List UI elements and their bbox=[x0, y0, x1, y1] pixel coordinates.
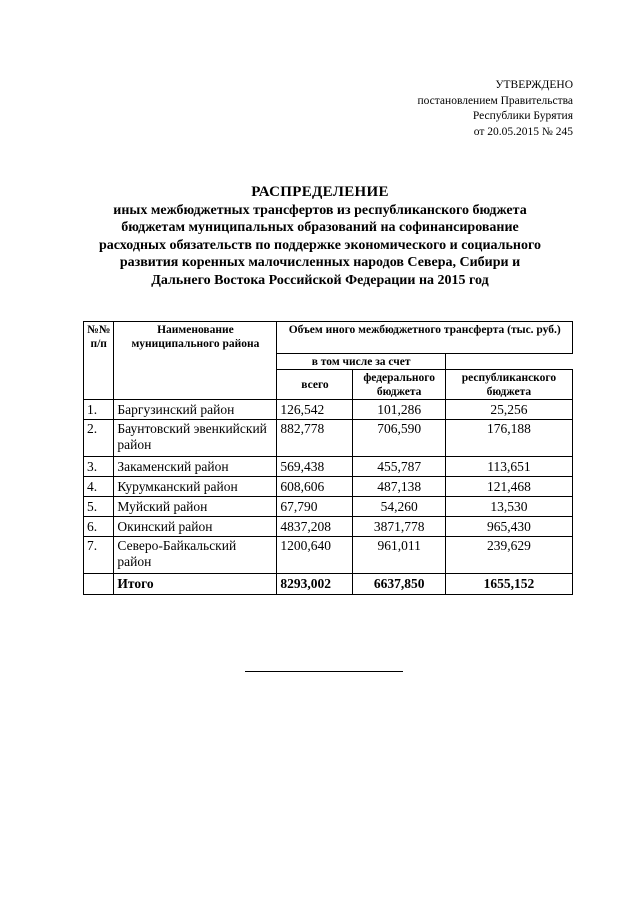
header-num: №№ п/п bbox=[84, 322, 114, 400]
row-num: 4. bbox=[84, 477, 114, 497]
header-volume: Объем иного межбюджетного трансферта (тыс. руб.) bbox=[277, 322, 573, 354]
row-total: 608,606 bbox=[277, 477, 353, 497]
total-republic: 1655,152 bbox=[445, 574, 572, 595]
row-district: Баргузинский район bbox=[114, 400, 277, 420]
row-republic: 121,468 bbox=[445, 477, 572, 497]
row-republic: 113,651 bbox=[445, 457, 572, 477]
table-row bbox=[84, 477, 573, 497]
row-federal: 961,011 bbox=[353, 537, 445, 574]
header-name: Наименование муниципального района bbox=[114, 322, 277, 400]
title-line-1: иных межбюджетных трансфертов из республиканского бюджета bbox=[113, 202, 527, 218]
row-district: Курумканский район bbox=[114, 477, 277, 497]
row-num: 1. bbox=[84, 400, 114, 420]
total-sum: 8293,002 bbox=[277, 574, 353, 595]
header-federal: федерального бюджета bbox=[353, 370, 445, 400]
row-num: 2. bbox=[84, 420, 114, 457]
row-num: 5. bbox=[84, 497, 114, 517]
row-republic: 13,530 bbox=[445, 497, 572, 517]
closing-divider bbox=[245, 671, 403, 672]
total-label: Итого bbox=[114, 574, 277, 595]
row-district: Окинский район bbox=[114, 517, 277, 537]
title-line-5: Дальнего Востока Российской Федерации на 2015 год bbox=[151, 272, 489, 288]
row-republic: 239,629 bbox=[445, 537, 572, 574]
header-including: в том числе за счет bbox=[277, 354, 445, 370]
document-title bbox=[40, 184, 600, 289]
total-federal: 6637,850 bbox=[353, 574, 445, 595]
approval-resolution: постановлением Правительства bbox=[417, 94, 573, 107]
row-total: 882,778 bbox=[277, 420, 353, 457]
table-row bbox=[84, 420, 573, 457]
row-federal: 54,260 bbox=[353, 497, 445, 517]
row-total: 569,438 bbox=[277, 457, 353, 477]
row-total: 1200,640 bbox=[277, 537, 353, 574]
approval-republic: Республики Бурятия bbox=[472, 110, 573, 122]
header-republic: республиканского бюджета bbox=[445, 370, 572, 400]
table-row bbox=[84, 497, 573, 517]
row-federal: 3871,778 bbox=[353, 517, 445, 537]
row-num: 7. bbox=[84, 537, 114, 574]
row-total: 67,790 bbox=[277, 497, 353, 517]
row-federal: 487,138 bbox=[353, 477, 445, 497]
distribution-table bbox=[83, 321, 573, 595]
approval-date-number: от 20.05.2015 № 245 bbox=[473, 125, 573, 138]
row-district: Закаменский район bbox=[114, 457, 277, 477]
table-row bbox=[84, 517, 573, 537]
total-num bbox=[84, 574, 114, 595]
approval-title: УТВЕРЖДЕНО bbox=[495, 79, 573, 91]
row-district: Северо-Байкальский район bbox=[114, 537, 277, 574]
row-district: Баунтовский эвенкийский район bbox=[114, 420, 277, 457]
row-federal: 101,286 bbox=[353, 400, 445, 420]
row-republic: 25,256 bbox=[445, 400, 572, 420]
row-num: 3. bbox=[84, 457, 114, 477]
title-main: РАСПРЕДЕЛЕНИЕ bbox=[251, 184, 389, 200]
row-num: 6. bbox=[84, 517, 114, 537]
title-line-3: расходных обязательств по поддержке экономического и социального bbox=[98, 237, 541, 253]
title-line-4: развития коренных малочисленных народов Севера, Сибири и bbox=[119, 255, 521, 270]
row-republic: 965,430 bbox=[445, 517, 572, 537]
table-row bbox=[84, 400, 573, 420]
total-row bbox=[84, 574, 573, 595]
approval-block bbox=[417, 78, 573, 140]
row-total: 4837,208 bbox=[277, 517, 353, 537]
row-federal: 455,787 bbox=[353, 457, 445, 477]
row-federal: 706,590 bbox=[353, 420, 445, 457]
row-republic: 176,188 bbox=[445, 420, 572, 457]
title-line-2: бюджетам муниципальных образований на софинансирование bbox=[121, 220, 519, 235]
row-district: Муйский район bbox=[114, 497, 277, 517]
table-row bbox=[84, 457, 573, 477]
row-total: 126,542 bbox=[277, 400, 353, 420]
header-total: всего bbox=[277, 370, 353, 400]
table-row bbox=[84, 537, 573, 574]
